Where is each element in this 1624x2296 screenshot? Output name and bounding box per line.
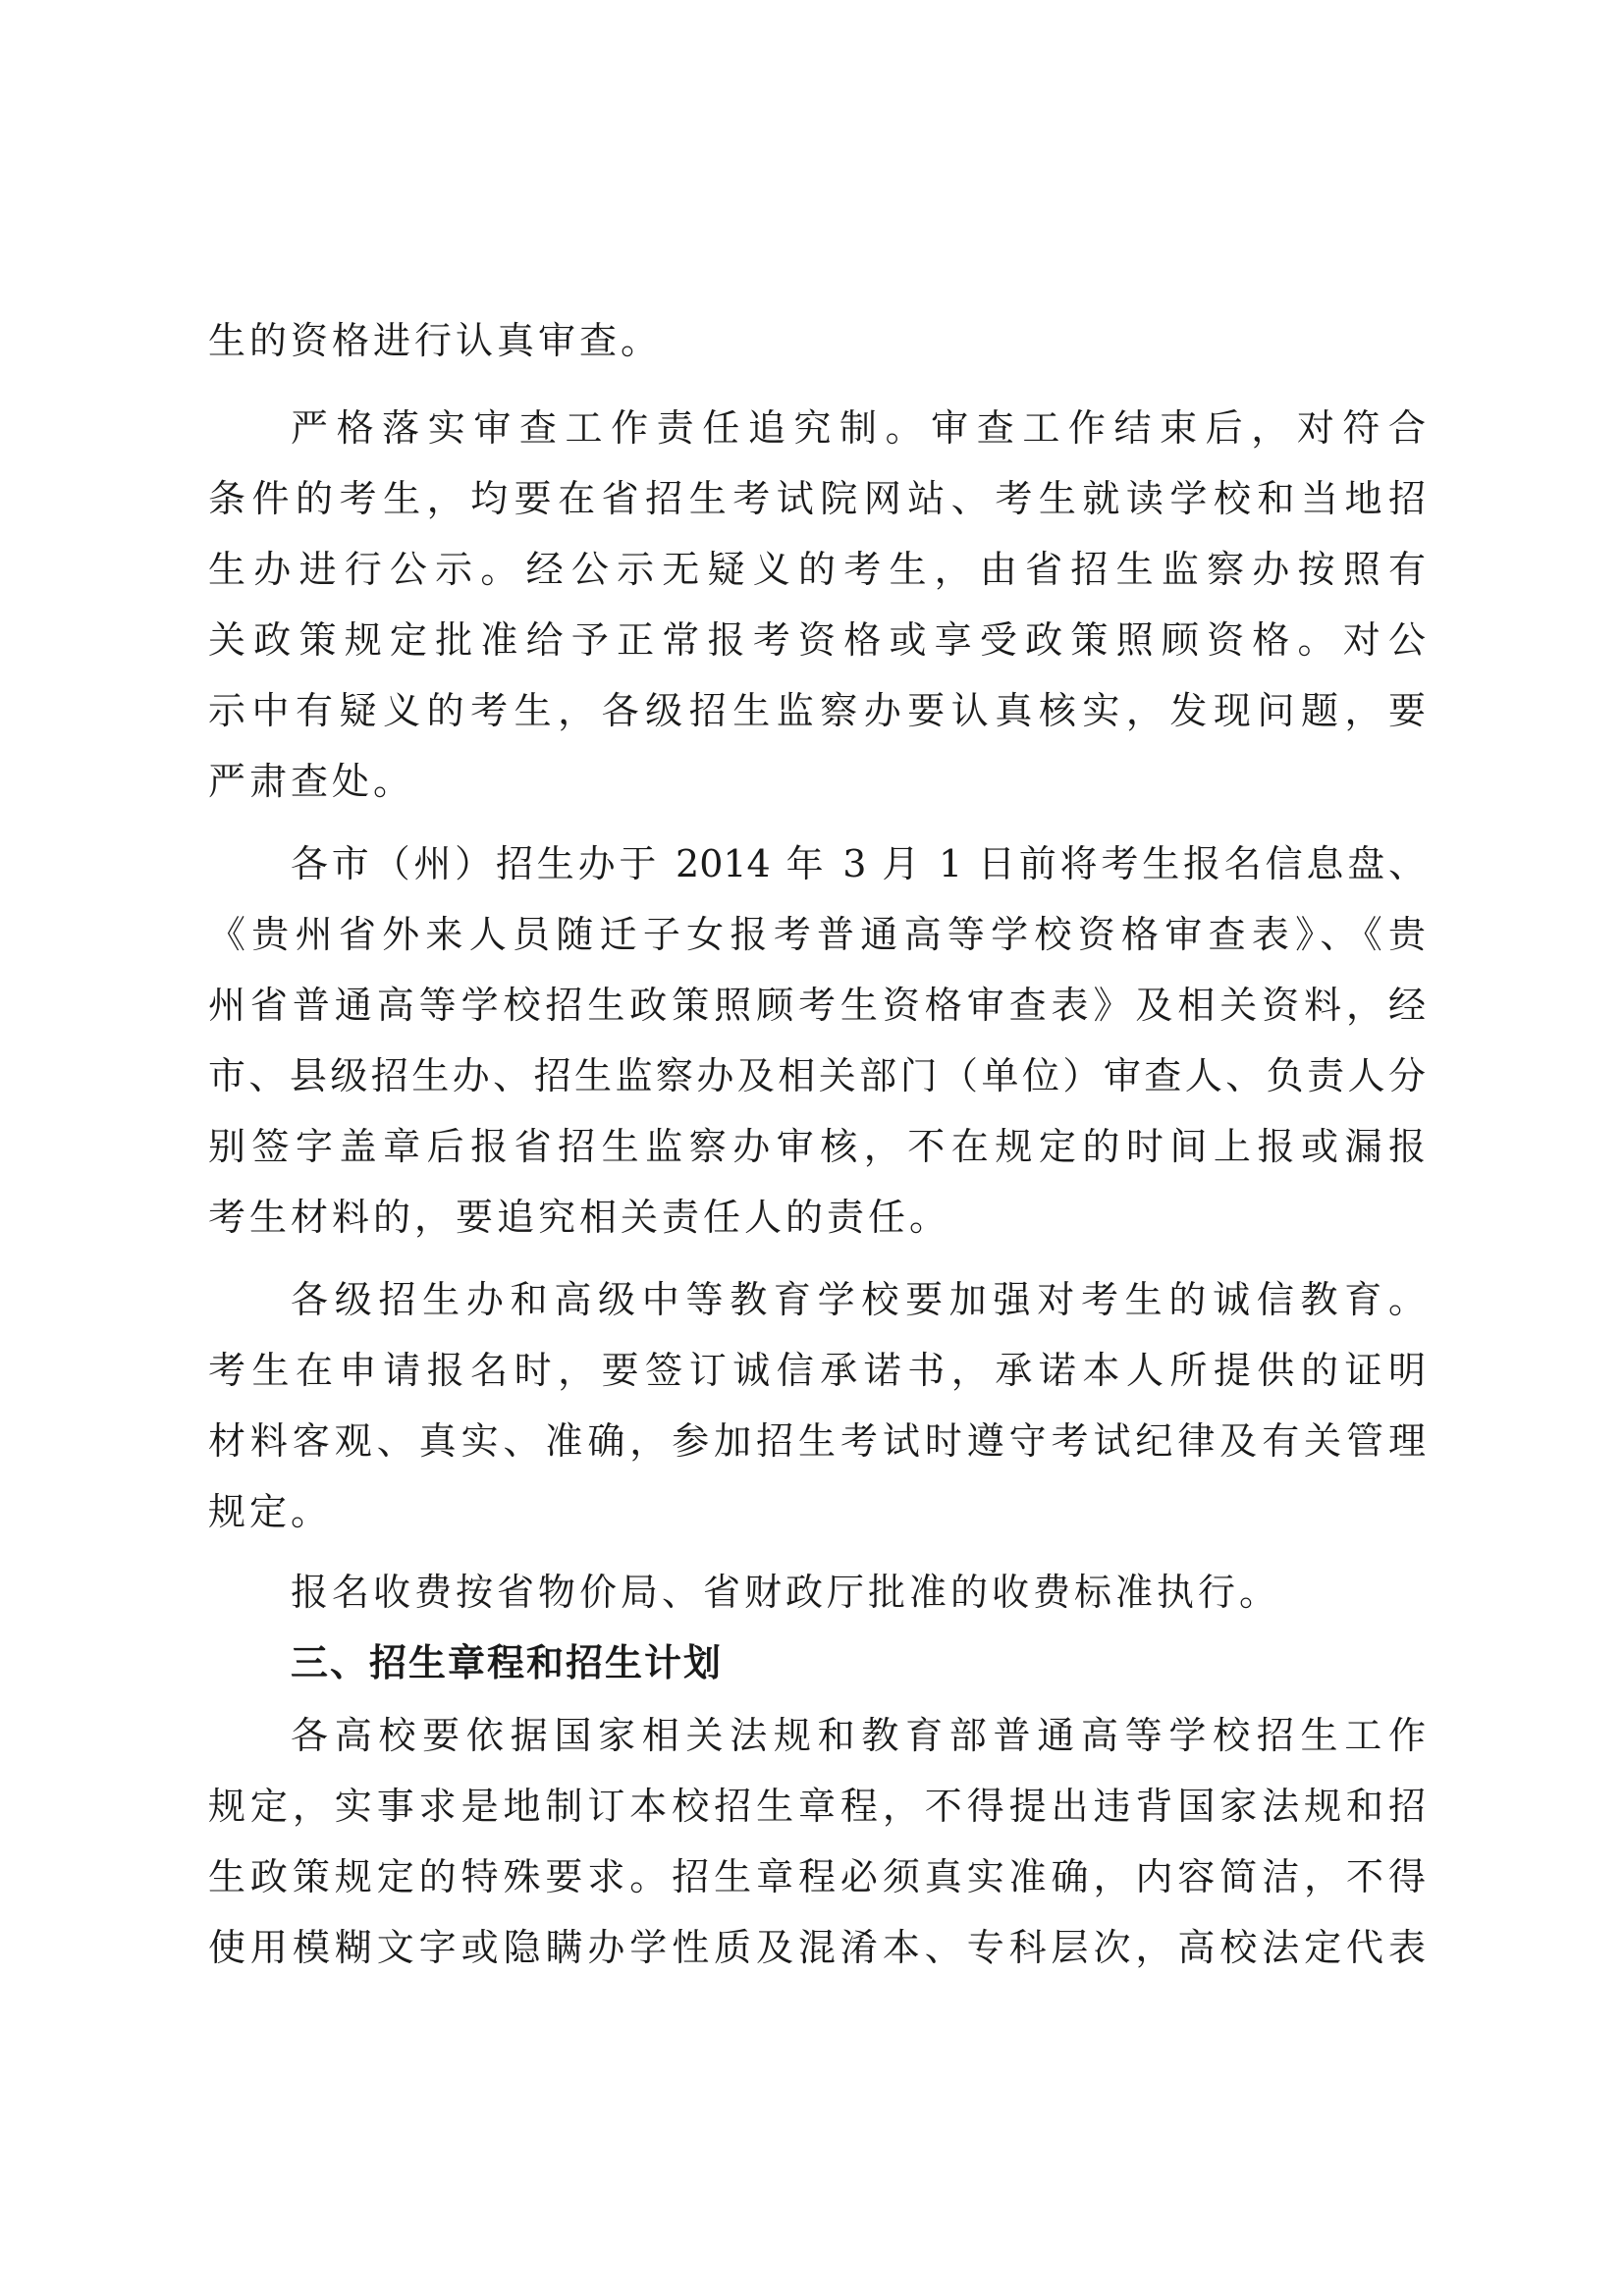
- text-line: 规定。: [208, 1490, 333, 1533]
- text-line: 报名收费按省物价局、省财政厅批准的收费标准执行。: [291, 1571, 1281, 1614]
- text-line: 示中有疑义的考生，各级招生监察办要认真核实，发现问题，要: [208, 689, 1426, 732]
- text-line: 市、县级招生办、招生监察办及相关部门（单位）审查人、负责人分: [208, 1054, 1426, 1097]
- text-line: 生的资格进行认真审查。: [208, 319, 663, 362]
- text-line: 考生在申请报名时，要签订诚信承诺书，承诺本人所提供的证明: [208, 1349, 1426, 1392]
- text-line: 州省普通高等学校招生政策照顾考生资格审查表》及相关资料，经: [208, 984, 1426, 1027]
- text-line: 材料客观、真实、准确，参加招生考试时遵守考试纪律及有关管理: [208, 1419, 1426, 1463]
- text-line: 《贵州省外来人员随迁子女报考普通高等学校资格审查表》、《贵: [208, 913, 1426, 956]
- text-line: 关政策规定批准给予正常报考资格或享受政策照顾资格。对公: [208, 618, 1426, 662]
- text-line: 生办进行公示。经公示无疑义的考生，由省招生监察办按照有: [208, 548, 1426, 591]
- text-line: 严格落实审查工作责任追究制。审查工作结束后，对符合: [291, 406, 1426, 450]
- text-line: 条件的考生，均要在省招生考试院网站、考生就读学校和当地招: [208, 477, 1426, 520]
- text-line: 规定，实事求是地制订本校招生章程，不得提出违背国家法规和招: [208, 1785, 1426, 1828]
- section-heading: 三、招生章程和招生计划: [291, 1641, 724, 1684]
- text-line: 各高校要依据国家相关法规和教育部普通高等学校招生工作: [291, 1714, 1426, 1757]
- text-line: 各级招生办和高级中等教育学校要加强对考生的诚信教育。: [291, 1278, 1426, 1321]
- text-line: 别签字盖章后报省招生监察办审核，不在规定的时间上报或漏报: [208, 1125, 1426, 1168]
- text-line: 使用模糊文字或隐瞒办学性质及混淆本、专科层次，高校法定代表: [208, 1926, 1426, 1969]
- text-line: 考生材料的，要追究相关责任人的责任。: [208, 1196, 951, 1239]
- text-line: 生政策规定的特殊要求。招生章程必须真实准确，内容简洁，不得: [208, 1855, 1426, 1898]
- text-line: 各市（州）招生办于 2014 年 3 月 1 日前将考生报名信息盘、: [291, 842, 1426, 885]
- text-line: 严肃查处。: [208, 760, 415, 803]
